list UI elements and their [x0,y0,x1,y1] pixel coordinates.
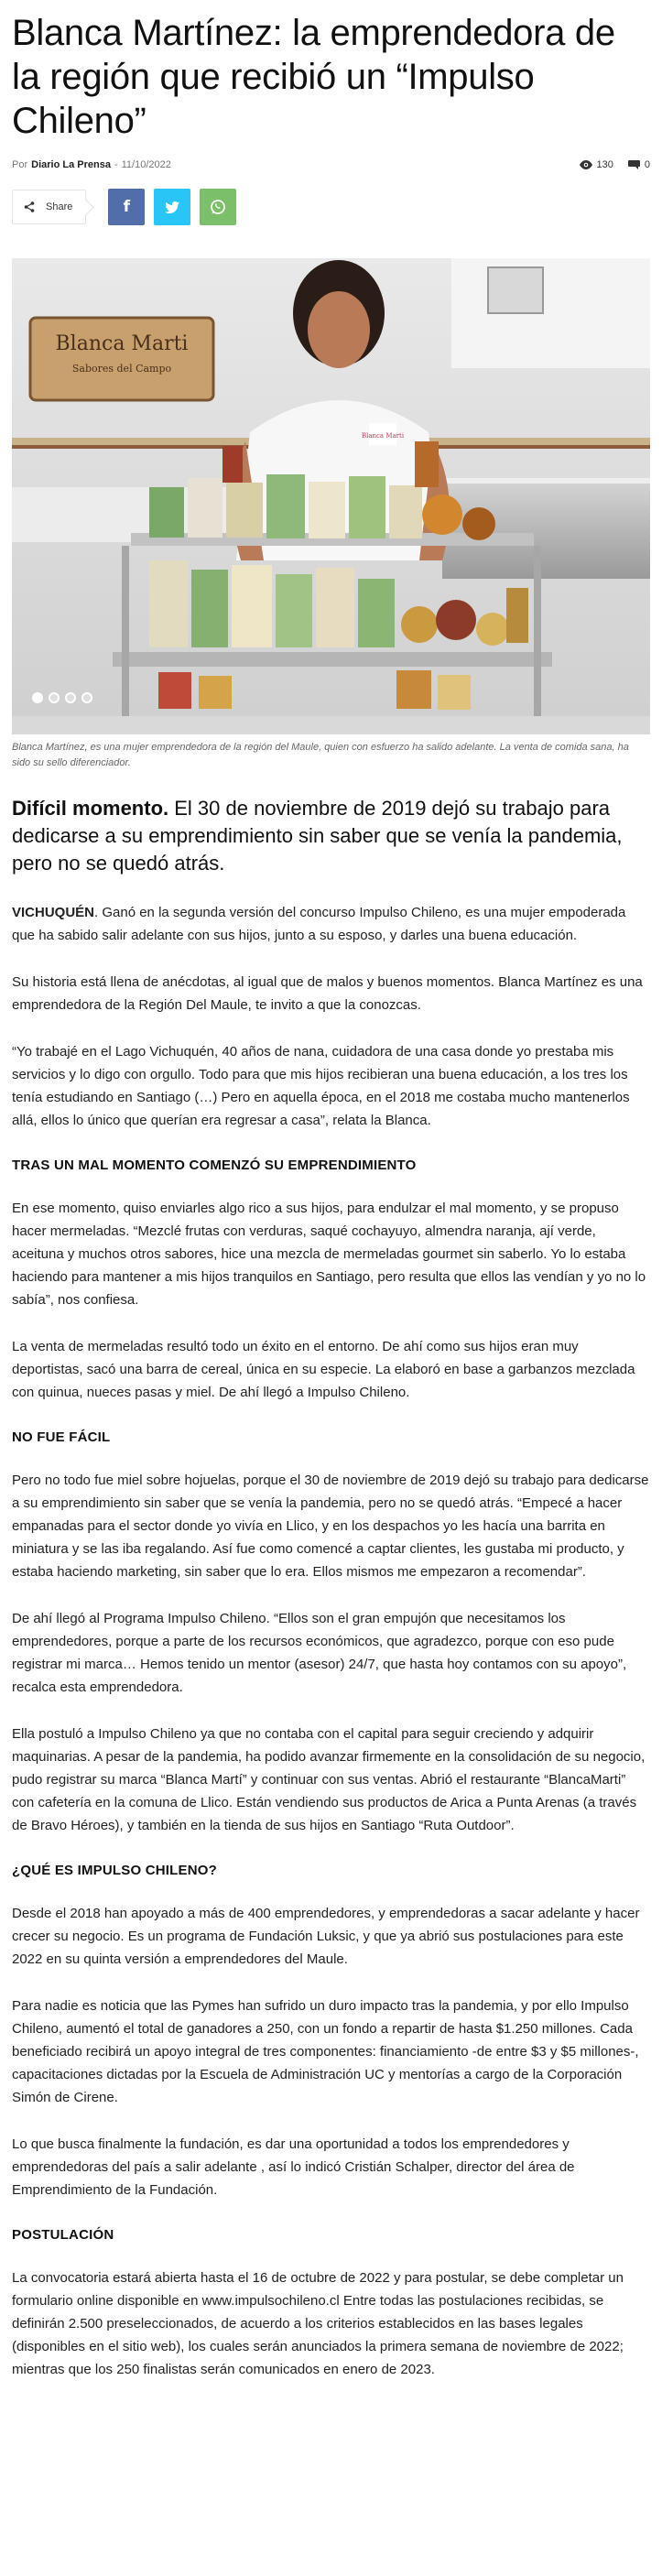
facebook-icon: f [123,198,131,216]
lead-text: El 30 de noviembre de 2019 dejó su trabajo para dedicarse a su emprendimiento sin saber que se venía la pandemia, pero no se quedó atrás. [12,797,623,875]
dateline: VICHUQUÉN [12,905,95,920]
paragraph: La convocatoria estará abierta hasta el 16 de octubre de 2022 y para postular, se debe completar un formulario online disponible en www.impulsochileno.cl Entre todas las postulaciones recibidas, se definirán 2.500 preseleccionados, de acuerdo a los criterios establecidos en las bases legales (disponibles en el sitio web), los cuales serán anunciados la primera semana de noviembre de 2022; mientras que los 250 finalistas serán comunicados en enero de 2023. [12,2270,624,2377]
shirt-logo-text: Blanca Marti [361,432,405,440]
paragraph: “Yo trabajé en el Lago Vichuquén, 40 años de nana, cuidadora de una casa donde yo prestaba mis servicios y lo digo con orgullo. Todo para que mis hijos recibieran una buena educación, a los tres los tenía estudiando en Santiago (…) Pero en aquella época, en el 2018 me costaba mucho mantenerlos allá, ellos lo único que querían era regresar a casa”, relata la Blanca. [12,1044,630,1128]
twitter-share-button[interactable] [154,189,190,225]
comments-counter[interactable] [628,159,650,170]
eye-icon [580,160,592,169]
section-heading: NO FUE FÁCIL [12,1429,111,1445]
slider-dot[interactable] [65,692,76,703]
article-meta [12,158,650,172]
by-label: Por [12,159,28,170]
slider-dot[interactable] [81,692,92,703]
paragraph: De ahí llegó al Programa Impulso Chileno. “Ellos son el gran empujón que necesitamos los emprendedores, porque a parte de los recursos económicos, que agradezco, porque con eso pude registrar mi marca… Hemos tenido un mentor (asesor) 24/7, que hasta hoy contamos con su apoyo”, recalca esta emprendedora. [12,1611,627,1695]
comments-count: 0 [644,159,650,170]
paragraph-text: . Ganó en la segunda versión del concurso Impulso Chileno, es una mujer empoderada que ha sabido salir adelante con sus hijos, junto a su esposo, y darles una buena educación. [12,905,626,943]
views-counter [580,159,613,170]
share-label: Share [46,201,73,212]
paragraph: En ese momento, quiso enviarles algo rico a sus hijos, para endulzar el mal momento, y se propuso hacer mermeladas. “Mezclé frutas con verduras, saqué cochayuyo, almendra naranja, ají verde, aceituna y muchos otros sabores, hice una mezcla de mermeladas gourmet sin saberlo. Yo lo estaba haciendo para mantener a mis hijos tranquilos en Santiago, pero resulta que ellos las vendían y yo no lo sabía”, nos confiesa. [12,1201,646,1308]
slider-dots [32,692,92,703]
slider-dot[interactable] [49,692,60,703]
facebook-share-button[interactable] [108,189,145,225]
sign-brand-text: Blanca Marti [55,332,189,355]
hero-image-slider[interactable] [12,258,650,734]
author-link[interactable]: Diario La Prensa [31,159,111,170]
share-button[interactable] [12,190,86,224]
whatsapp-icon [210,199,226,215]
article-body [12,901,650,2381]
share-icon [24,201,35,212]
paragraph: Lo que busca finalmente la fundación, es dar una oportunidad a todos los emprendedores y emprendedoras del país a salir adelante , así lo indicó Cristián Schalper, director del área de Emprendimiento de la Fundación. [12,2136,575,2198]
paragraph: Su historia está llena de anécdotas, al igual que de malos y buenos momentos. Blanca Martínez es una emprendedora de la Región Del Maule, te invito a que la conozcas. [12,974,643,1013]
share-bar [12,189,650,225]
comment-icon [628,160,640,169]
hero-caption: Blanca Martínez, es una mujer emprendedora de la región del Maule, quien con esfuerzo ha salido adelante. La venta de comida sana, ha sido su sello diferenciador. [12,742,629,768]
paragraph: Desde el 2018 han apoyado a más de 400 emprendedores, y emprendedoras a sacar adelante y hacer crecer su negocio. Es un programa de Fundación Luksic, y que ya abrió sus postulaciones para este 2022 en su quinta versión a emprendedores del Maule. [12,1906,640,1967]
paragraph: Para nadie es noticia que las Pymes han sufrido un duro impacto tras la pandemia, y por ello Impulso Chileno, aumentó el total de ganadores a 250, con un fondo a repartir de hasta $1.250 millones. Cada beneficiado recibirá un apoyo integral de tres componentes: financiamiento -de entre $3 y $5 millones-, capacitaciones dictadas por la Escuela de Administración UC y mentorías a cargo de la Corporación Simón de Cirene. [12,1998,639,2105]
section-heading: POSTULACIÓN [12,2227,114,2243]
paragraph: La venta de mermeladas resultó todo un éxito en el entorno. De ahí como sus hijos eran muy deportistas, sacó una barra de cereal, única en su especie. La elaboró en base a garbanzos mezclada con quinua, nueces pasas y miel. De ahí llegó a Impulso Chileno. [12,1339,635,1400]
section-heading: ¿QUÉ ES IMPULSO CHILENO? [12,1863,217,1878]
slider-dot[interactable] [32,692,43,703]
twitter-icon [165,201,179,213]
publish-date: 11/10/2022 [121,159,171,170]
whatsapp-share-button[interactable] [200,189,236,225]
sign-subtitle-text: Sabores del Campo [71,363,172,375]
paragraph: Ella postuló a Impulso Chileno ya que no contaba con el capital para seguir creciendo y adquirir maquinarias. A pesar de la pandemia, ha podido avanzar firmemente en la consolidación de su negocio, pudo registrar su marca “Blanca Martí” y continuar con sus ventas. Abrió el restaurante “BlancaMarti” con cafetería en la comuna de Llico. Están vendiendo sus productos de Arica a Punta Arenas (a través de Bravo Héroes), y también en la tienda de sus hijos en Santiago “Ruta Outdoor”. [12,1726,646,1833]
paragraph [12,901,650,947]
section-heading: TRAS UN MAL MOMENTO COMENZÓ SU EMPRENDIMIENTO [12,1158,417,1173]
views-count: 130 [596,159,613,170]
article-lead [12,795,650,877]
lead-bold: Difícil momento. [12,797,169,820]
hero-photo [12,258,650,734]
article-title: Blanca Martínez: la emprendedora de la región que recibió un “Impulso Chileno” [12,13,615,141]
meta-separator: - [114,159,118,170]
paragraph: Pero no todo fue miel sobre hojuelas, porque el 30 de noviembre de 2019 dejó su trabajo para dedicarse a su emprendimiento sin saber que se venía la pandemia, pero no se quedó atrás. “Empecé a hacer empanadas para el sector donde yo vivía en Llico, y en los despachos yo les hacía una barrita en miniatura y se las iba regalando. Así fue como comencé a captar clientes, les gustaba mi producto, y estaba haciendo marketing, sin saber que lo era. Ellos mismos me empezaron a recomendar”. [12,1473,649,1580]
